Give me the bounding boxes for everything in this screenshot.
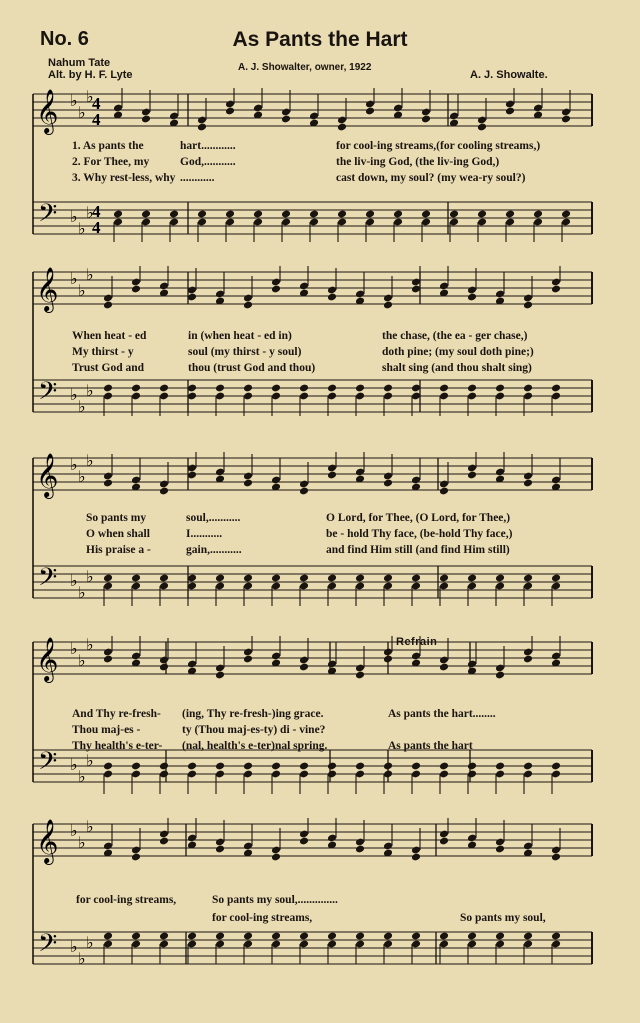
lyric-fragment: gain,........... xyxy=(186,544,242,556)
note-head xyxy=(439,487,449,496)
lyric-line xyxy=(0,708,640,722)
note-head xyxy=(523,301,533,310)
lyric-fragment: hart............ xyxy=(180,140,236,152)
note-head xyxy=(159,384,169,393)
note-head xyxy=(411,932,421,941)
note-head xyxy=(467,932,477,941)
note-head xyxy=(327,932,337,941)
note-head xyxy=(225,210,235,219)
note-head xyxy=(131,853,141,862)
note-head xyxy=(383,574,393,583)
note-head xyxy=(523,655,533,664)
note-head xyxy=(327,293,337,302)
note-head xyxy=(131,932,141,941)
time-signature: 4 xyxy=(92,218,101,237)
flat-sign: ♭ xyxy=(86,452,94,470)
flat-sign: ♭ xyxy=(86,381,94,400)
lyric-line xyxy=(0,172,640,186)
note-head xyxy=(159,663,169,672)
note-head xyxy=(467,384,477,393)
note-head xyxy=(271,762,281,771)
note-head xyxy=(551,574,561,583)
note-head xyxy=(355,932,365,941)
lyric-fragment: shalt sing (and thou shalt sing) xyxy=(382,362,532,374)
note-head xyxy=(467,471,477,480)
note-head xyxy=(159,574,169,583)
lyric-fragment: So pants my soul,.............. xyxy=(212,894,338,906)
flat-sign: ♭ xyxy=(70,755,78,774)
note-head xyxy=(215,384,225,393)
note-head xyxy=(113,210,123,219)
lyric-fragment: 2. For Thee, my xyxy=(72,156,150,168)
treble-clef: 𝄞 xyxy=(36,89,59,133)
flat-sign: ♭ xyxy=(70,937,78,956)
note-head xyxy=(337,123,347,132)
note-head xyxy=(103,384,113,393)
note-head xyxy=(551,853,561,862)
note-head xyxy=(131,384,141,393)
note-head xyxy=(141,210,151,219)
note-head xyxy=(365,107,375,116)
lyric-fragment: for cool-ing streams,(for cooling streams,) xyxy=(336,140,541,152)
lyric-fragment: 3. Why rest-less, why xyxy=(72,172,176,184)
lyric-fragment: soul,........... xyxy=(186,512,241,524)
note-head xyxy=(243,655,253,664)
note-head xyxy=(159,837,169,846)
lyric-fragment: O when shall xyxy=(86,528,150,540)
note-head xyxy=(421,210,431,219)
lyric-fragment: So pants my soul, xyxy=(460,912,546,924)
lyric-fragment: O Lord, for Thee, (O Lord, for Thee,) xyxy=(326,512,511,524)
note-head xyxy=(523,762,533,771)
lyric-fragment: God,........... xyxy=(180,156,236,168)
flat-sign: ♭ xyxy=(86,203,94,222)
lyric-fragment: And Thy re-fresh- xyxy=(72,708,161,720)
note-head xyxy=(383,932,393,941)
note-head xyxy=(355,574,365,583)
lyric-fragment: When heat - ed xyxy=(72,330,147,342)
note-head xyxy=(439,762,449,771)
flat-sign: ♭ xyxy=(70,91,78,110)
flat-sign: ♭ xyxy=(86,751,94,770)
note-head xyxy=(523,479,533,488)
music-system xyxy=(0,88,640,253)
lyric-fragment: the chase, (the ea - ger chase,) xyxy=(382,330,528,342)
lyric-fragment: be - hold Thy face, (be-hold Thy face,) xyxy=(326,528,513,540)
lyric-line xyxy=(0,894,640,908)
time-signature: 4 xyxy=(92,94,101,113)
note-head xyxy=(197,123,207,132)
flat-sign: ♭ xyxy=(86,567,94,586)
lyric-fragment: (nal, health's e-ter)nal spring. xyxy=(182,740,328,752)
note-head xyxy=(327,384,337,393)
note-head xyxy=(561,210,571,219)
note-head xyxy=(299,574,309,583)
hymn-number: No. 6 xyxy=(40,28,89,50)
lyric-fragment: Thy health's e-ter- xyxy=(72,740,163,752)
note-head xyxy=(271,574,281,583)
flat-sign: ♭ xyxy=(78,103,86,122)
flat-sign: ♭ xyxy=(86,636,94,654)
note-head xyxy=(477,210,487,219)
note-head xyxy=(271,285,281,294)
flat-sign: ♭ xyxy=(78,219,86,238)
note-head xyxy=(505,107,515,116)
note-head xyxy=(243,762,253,771)
note-head xyxy=(215,762,225,771)
lyric-line xyxy=(0,912,640,926)
note-head xyxy=(215,845,225,854)
lyric-fragment: in (when heat - ed in) xyxy=(188,330,292,342)
note-head xyxy=(243,479,253,488)
note-head xyxy=(159,762,169,771)
lyric-fragment: Thou maj-es - xyxy=(72,724,141,736)
note-head xyxy=(169,210,179,219)
note-head xyxy=(365,210,375,219)
note-head xyxy=(551,932,561,941)
lyric-fragment: thou (trust God and thou) xyxy=(188,362,316,374)
note-head xyxy=(393,210,403,219)
note-head xyxy=(243,574,253,583)
note-head xyxy=(355,671,365,680)
note-head xyxy=(467,293,477,302)
flat-sign: ♭ xyxy=(86,933,94,952)
bass-clef: 𝄢 xyxy=(38,747,58,782)
note-head xyxy=(439,932,449,941)
lyric-line xyxy=(0,330,640,344)
note-head xyxy=(495,932,505,941)
note-head xyxy=(299,384,309,393)
note-head xyxy=(449,210,459,219)
note-head xyxy=(243,384,253,393)
time-signature: 4 xyxy=(92,110,101,129)
note-head xyxy=(103,574,113,583)
note-head xyxy=(523,574,533,583)
note-head xyxy=(327,762,337,771)
lyric-fragment: cast down, my soul? (my wea-ry soul?) xyxy=(336,172,526,184)
lyric-fragment: My thirst - y xyxy=(72,346,134,358)
note-head xyxy=(495,671,505,680)
note-head xyxy=(299,837,309,846)
lyric-fragment: As pants the hart........ xyxy=(388,708,496,720)
note-head xyxy=(383,301,393,310)
flat-sign: ♭ xyxy=(70,207,78,226)
lyric-line xyxy=(0,512,640,526)
note-head xyxy=(299,663,309,672)
note-head xyxy=(383,479,393,488)
note-head xyxy=(131,574,141,583)
note-head xyxy=(327,574,337,583)
lyric-fragment: soul (my thirst - y soul) xyxy=(188,346,302,358)
lyric-fragment: 1. As pants the xyxy=(72,140,144,152)
bass-clef: 𝄢 xyxy=(38,377,58,412)
note-head xyxy=(187,762,197,771)
treble-clef: 𝄞 xyxy=(36,637,59,681)
alt-by: Alt. by H. F. Lyte xyxy=(48,69,133,81)
note-head xyxy=(309,210,319,219)
note-head xyxy=(383,655,393,664)
note-head xyxy=(439,837,449,846)
note-head xyxy=(495,574,505,583)
note-head xyxy=(533,210,543,219)
note-head xyxy=(523,932,533,941)
note-head xyxy=(103,479,113,488)
flat-sign: ♭ xyxy=(70,571,78,590)
lyric-line xyxy=(0,740,640,754)
flat-sign: ♭ xyxy=(78,583,86,602)
note-head xyxy=(103,762,113,771)
note-head xyxy=(551,762,561,771)
flat-sign: ♭ xyxy=(78,467,86,486)
lyric-line xyxy=(0,544,640,558)
treble-clef: 𝄞 xyxy=(36,267,59,311)
note-head xyxy=(495,845,505,854)
note-head xyxy=(421,115,431,124)
note-head xyxy=(439,384,449,393)
note-head xyxy=(271,384,281,393)
note-head xyxy=(411,853,421,862)
note-head xyxy=(561,115,571,124)
note-head xyxy=(215,671,225,680)
note-head xyxy=(383,384,393,393)
note-head xyxy=(327,471,337,480)
note-head xyxy=(495,762,505,771)
lyric-fragment: Trust God and xyxy=(72,362,145,374)
flat-sign: ♭ xyxy=(78,767,86,786)
flat-sign: ♭ xyxy=(70,639,78,658)
note-head xyxy=(383,762,393,771)
flat-sign: ♭ xyxy=(70,821,78,840)
flat-sign: ♭ xyxy=(78,397,86,416)
note-head xyxy=(159,932,169,941)
note-head xyxy=(467,574,477,583)
lyric-line xyxy=(0,528,640,542)
note-head xyxy=(299,762,309,771)
flat-sign: ♭ xyxy=(78,949,86,968)
note-head xyxy=(131,762,141,771)
note-head xyxy=(439,574,449,583)
note-head xyxy=(299,487,309,496)
lyric-fragment: (ing, Thy re-fresh-)ing grace. xyxy=(182,708,324,720)
note-head xyxy=(271,853,281,862)
note-head xyxy=(215,574,225,583)
lyric-fragment: I........... xyxy=(186,528,223,540)
note-head xyxy=(131,285,141,294)
note-head xyxy=(103,932,113,941)
bass-clef: 𝄢 xyxy=(38,563,58,598)
lyric-fragment: and find Him still (and find Him still) xyxy=(326,544,510,556)
hymn-title: As Pants the Hart xyxy=(232,28,408,51)
note-head xyxy=(103,655,113,664)
note-head xyxy=(411,574,421,583)
note-head xyxy=(243,932,253,941)
lyric-fragment: So pants my xyxy=(86,512,147,524)
lyric-fragment: ............ xyxy=(180,172,215,184)
note-head xyxy=(505,210,515,219)
note-head xyxy=(355,762,365,771)
author: Nahum Tate xyxy=(48,57,111,69)
note-head xyxy=(411,762,421,771)
note-head xyxy=(355,384,365,393)
note-head xyxy=(551,384,561,393)
flat-sign: ♭ xyxy=(78,651,86,670)
note-head xyxy=(467,762,477,771)
note-head xyxy=(337,210,347,219)
lyric-fragment: ty (Thou maj-es-ty) di - vine? xyxy=(182,724,326,736)
note-head xyxy=(299,932,309,941)
note-head xyxy=(187,932,197,941)
flat-sign: ♭ xyxy=(86,88,94,106)
note-head xyxy=(355,845,365,854)
lyric-fragment: the liv-ing God, (the liv-ing God,) xyxy=(336,156,500,168)
lyric-line xyxy=(0,362,640,376)
lyric-fragment: for cool-ing streams, xyxy=(76,894,177,906)
note-head xyxy=(477,123,487,132)
note-head xyxy=(551,285,561,294)
note-head xyxy=(253,210,263,219)
lyric-line xyxy=(0,724,640,738)
lyric-fragment: His praise a - xyxy=(86,544,151,556)
note-head xyxy=(215,932,225,941)
note-head xyxy=(159,487,169,496)
note-head xyxy=(197,210,207,219)
lyric-line xyxy=(0,156,640,170)
composer: A. J. Showalte. xyxy=(470,69,548,81)
note-head xyxy=(225,107,235,116)
treble-clef: 𝄞 xyxy=(36,819,59,863)
lyric-fragment: for cool-ing streams, xyxy=(212,912,313,924)
bass-clef: 𝄢 xyxy=(38,929,58,964)
lyric-line xyxy=(0,346,640,360)
lyric-fragment: doth pine; (my soul doth pine;) xyxy=(382,346,534,358)
owner-credit: A. J. Showalter, owner, 1922 xyxy=(238,62,372,73)
lyric-line xyxy=(0,140,640,154)
note-head xyxy=(281,210,291,219)
note-head xyxy=(439,663,449,672)
flat-sign: ♭ xyxy=(86,266,94,284)
flat-sign: ♭ xyxy=(70,269,78,288)
flat-sign: ♭ xyxy=(86,818,94,836)
note-head xyxy=(281,115,291,124)
bass-clef: 𝄢 xyxy=(38,199,58,234)
note-head xyxy=(271,932,281,941)
flat-sign: ♭ xyxy=(78,281,86,300)
note-head xyxy=(495,384,505,393)
flat-sign: ♭ xyxy=(78,833,86,852)
note-head xyxy=(523,384,533,393)
refrain-label: Refrain xyxy=(396,636,438,648)
time-signature: 4 xyxy=(92,202,101,221)
treble-clef: 𝄞 xyxy=(36,453,59,497)
note-head xyxy=(243,301,253,310)
note-head xyxy=(103,301,113,310)
note-head xyxy=(141,115,151,124)
flat-sign: ♭ xyxy=(70,455,78,474)
flat-sign: ♭ xyxy=(70,385,78,404)
lyric-fragment: As pants the hart xyxy=(388,740,473,752)
